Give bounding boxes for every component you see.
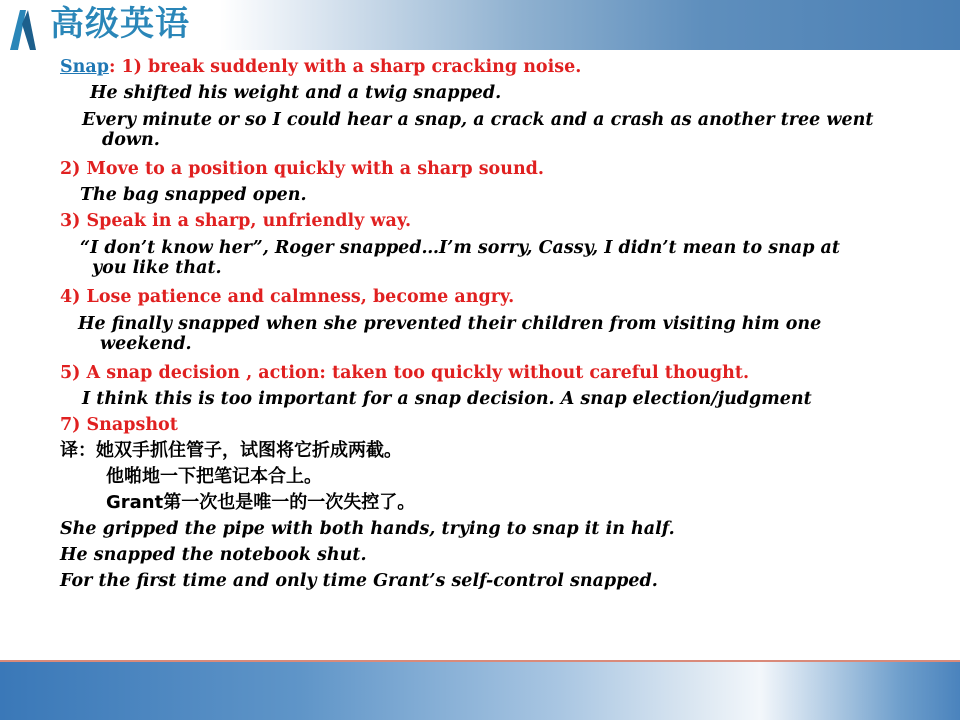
- definition-line-5: 5) A snap decision , action: taken too quickly without careful thought.: [60, 363, 750, 383]
- example-line: The bag snapped open.: [80, 185, 307, 205]
- english-translation-3: For the first time and only time Grant’s self-control snapped.: [60, 571, 658, 591]
- logo-a-icon: [8, 4, 38, 52]
- english-translation-2: He snapped the notebook shut.: [60, 545, 367, 565]
- logo-title: 高级英语: [50, 4, 190, 44]
- slide-header: [0, 0, 960, 50]
- definition-line-4: 4) Lose patience and calmness, become angry.: [60, 287, 515, 307]
- english-translation-1: She gripped the pipe with both hands, trying to snap it in half.: [60, 519, 675, 539]
- slide-content: [60, 54, 920, 594]
- slide-footer: [0, 662, 960, 720]
- example-line-wrapped: [60, 314, 920, 354]
- definition-line-1: [60, 54, 920, 80]
- keyword-link[interactable]: Snap: [60, 57, 109, 77]
- definition-line-3: 3) Speak in a sharp, unfriendly way.: [60, 211, 412, 231]
- example-line: He shifted his weight and a twig snapped.: [90, 83, 502, 103]
- example-line: I think this is too important for a snap decision. A snap election/judgment: [82, 389, 812, 409]
- definition-text: : 1) break suddenly with a sharp cracking noise.: [108, 57, 582, 77]
- example-text: “I don’t know her”, Roger snapped…I’m sorry, Cassy, I didn’t mean to snap at: [80, 238, 840, 258]
- definition-line-2: 2) Move to a position quickly with a sharp sound.: [60, 159, 545, 179]
- example-text: Every minute or so I could hear a snap, a crack and a crash as another tree went: [82, 110, 874, 130]
- example-line-wrapped: [60, 110, 920, 150]
- translation-line-2: 他啪地一下把笔记本合上。: [106, 466, 322, 487]
- example-line-wrapped: [60, 238, 920, 278]
- example-text: He finally snapped when she prevented their children from visiting him one: [78, 314, 822, 334]
- translation-line-3: Grant第一次也是唯一的一次失控了。: [106, 492, 416, 513]
- example-continuation: down.: [102, 130, 160, 150]
- translation-line-1: 译：她双手抓住管子，试图将它折成两截。: [60, 440, 402, 461]
- example-continuation: you like that.: [92, 258, 222, 278]
- definition-line-7: 7) Snapshot: [60, 415, 178, 435]
- example-continuation: weekend.: [100, 334, 192, 354]
